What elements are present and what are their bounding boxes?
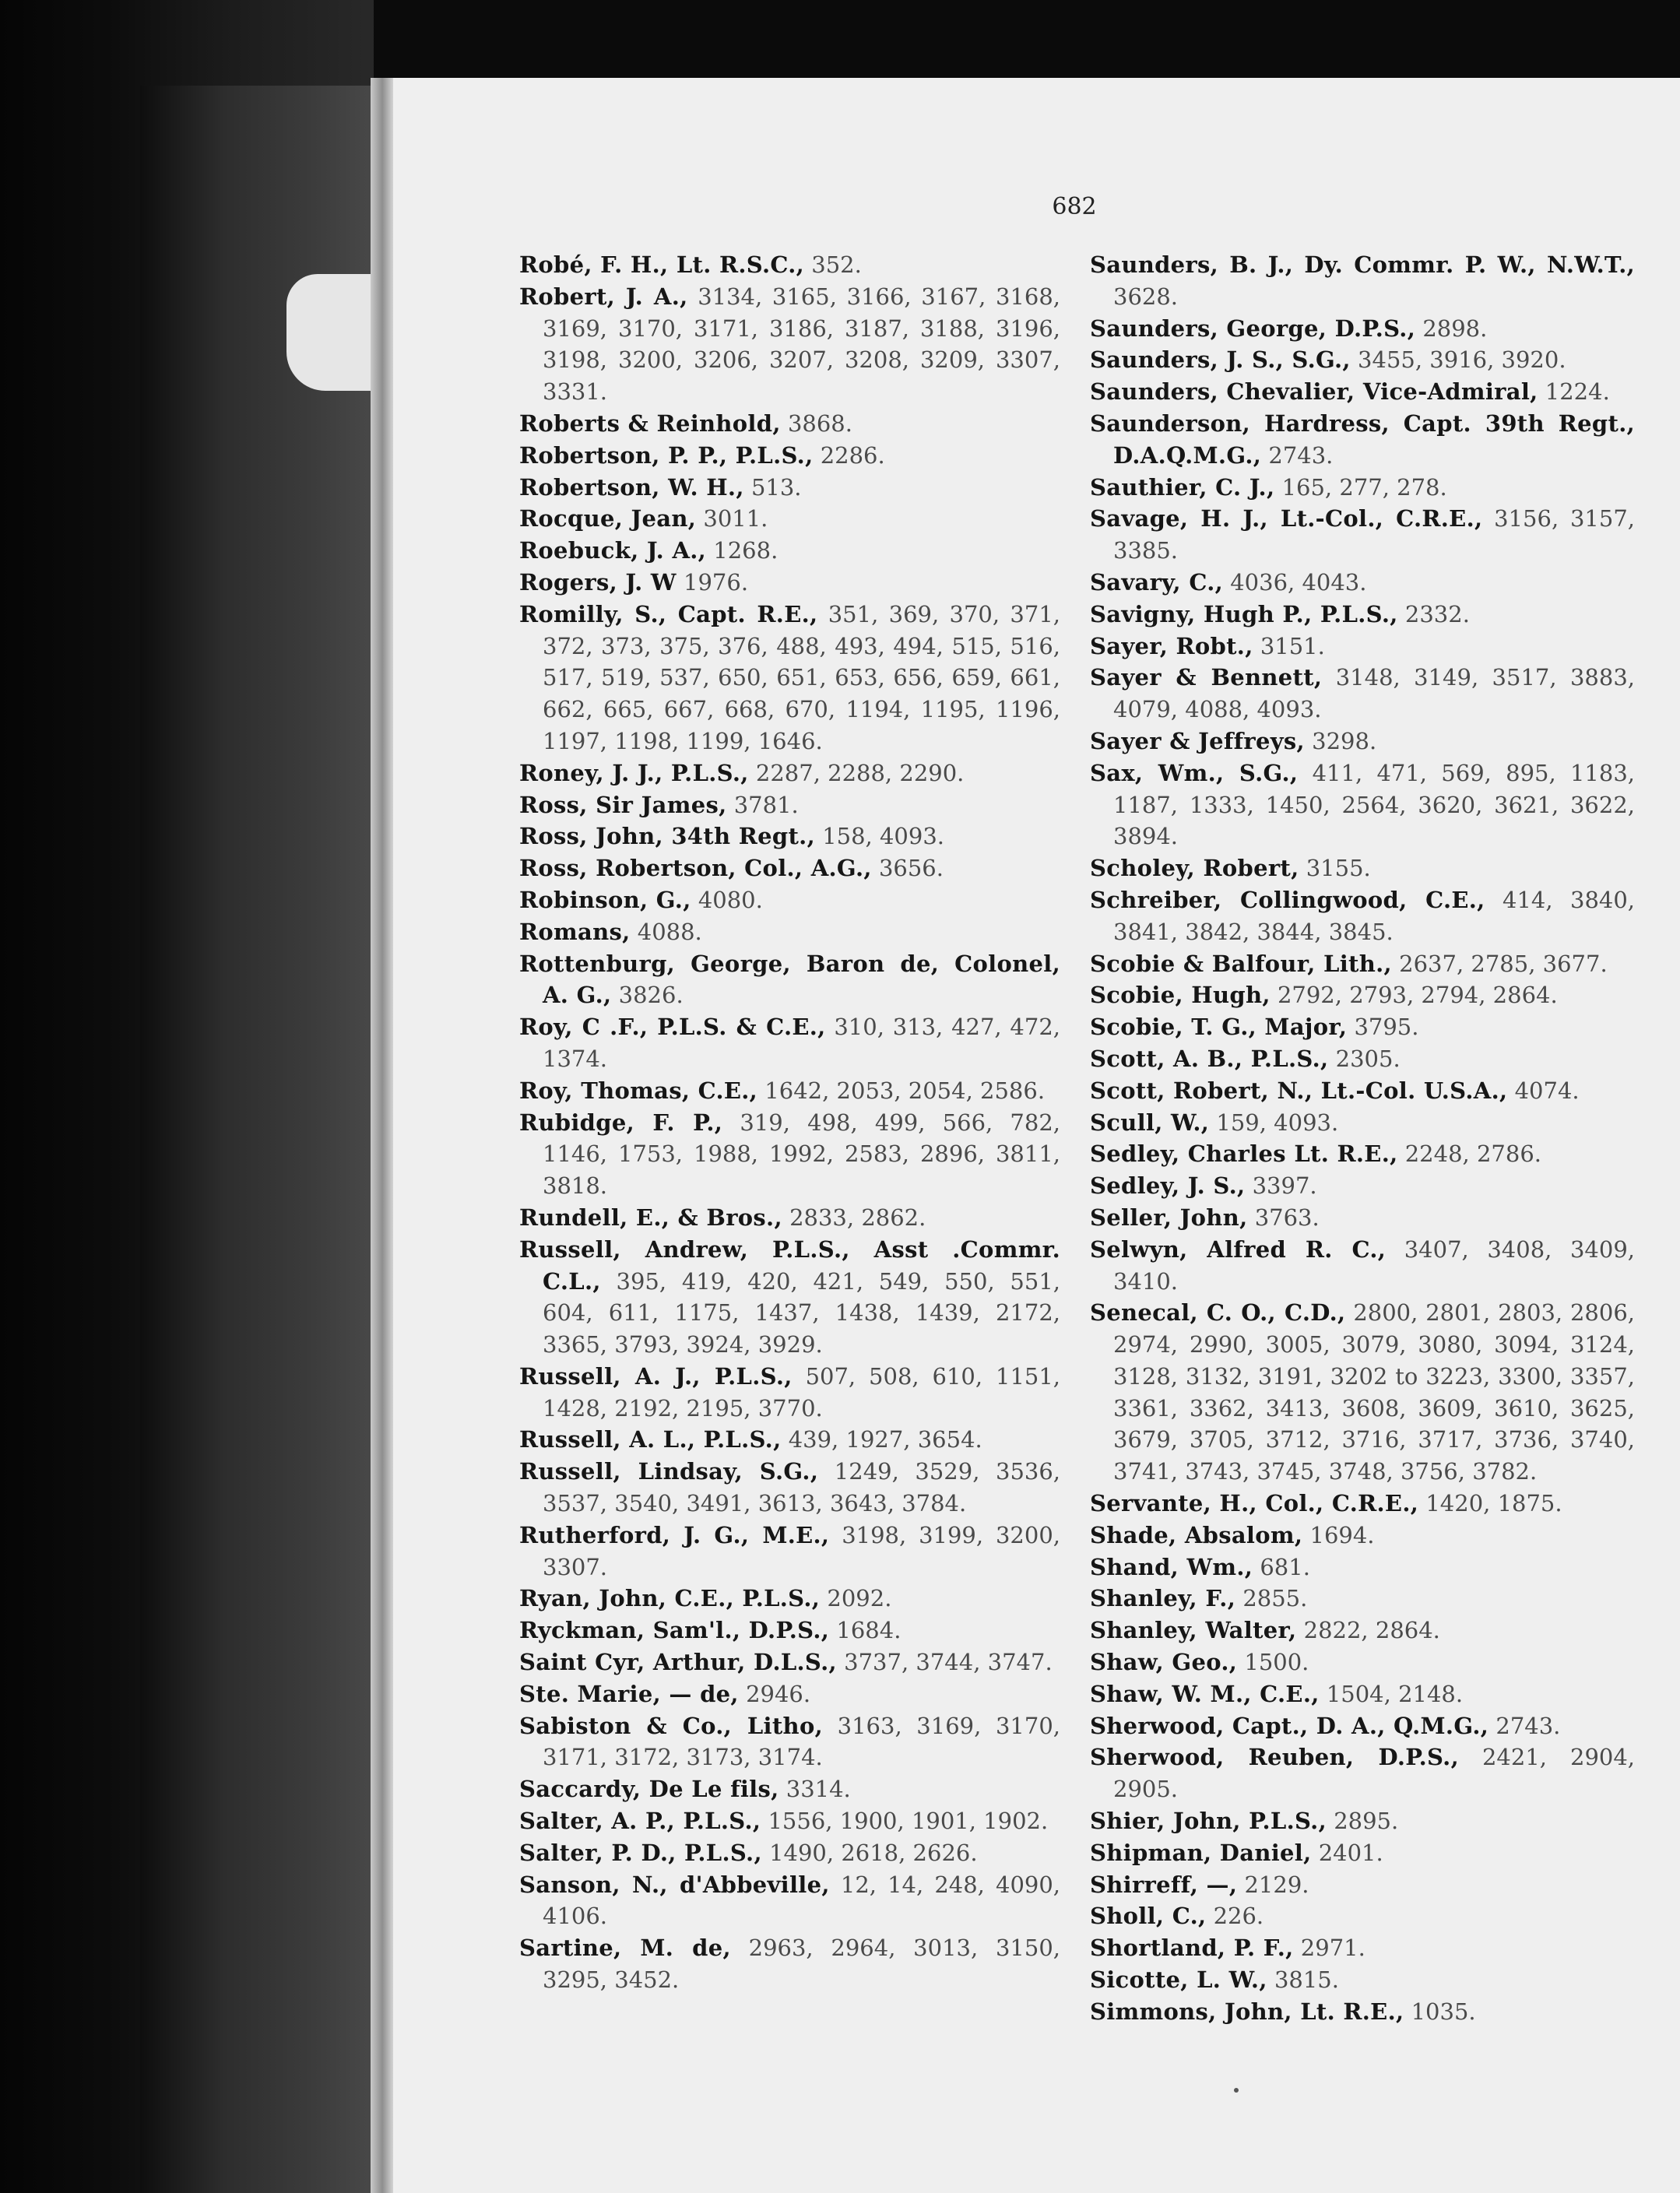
entry-name: Savigny, Hugh P., P.L.S., <box>1090 600 1398 627</box>
entry-name: Sayer & Jeffreys, <box>1090 727 1305 754</box>
entry-name: Roy, C .F., P.L.S. & C.E., <box>519 1014 826 1041</box>
index-entry <box>1090 376 1635 408</box>
index-entry <box>519 1424 1060 1456</box>
entry-references: 310, 313, 427, 472, 1374. <box>543 1014 1060 1072</box>
entry-name: Roy, Thomas, C.E., <box>519 1077 758 1104</box>
entry-name: Salter, P. D., P.L.S., <box>519 1839 762 1866</box>
entry-references: 507, 508, 610, 1151, 1428, 2192, 2195, 3770. <box>543 1362 1061 1422</box>
entry-name: Schreiber, Collingwood, C.E., <box>1090 886 1485 913</box>
entry-name: Scott, A. B., P.L.S., <box>1090 1045 1329 1072</box>
entry-name: Saunders, B. J., Dy. Commr. P. W., N.W.T., <box>1090 251 1635 278</box>
entry-references: 3156, 3157, 3385. <box>1113 505 1635 564</box>
entry-name: Robé, F. H., Lt. R.S.C., <box>519 251 805 278</box>
index-entry <box>1090 1138 1635 1170</box>
index-entry <box>519 599 1060 757</box>
entry-references: 3868. <box>787 409 852 437</box>
entry-references: 3763. <box>1254 1204 1320 1231</box>
index-entry <box>519 1520 1060 1583</box>
entry-name: Romans, <box>519 918 631 945</box>
index-entry <box>519 821 1060 852</box>
entry-references: 3155. <box>1306 855 1371 882</box>
index-entry <box>1090 472 1635 504</box>
entry-name: Ryckman, Sam'l., D.P.S., <box>519 1617 830 1644</box>
entry-name: Sedley, Charles Lt. R.E., <box>1090 1140 1398 1168</box>
entry-name: Shand, Wm., <box>1090 1553 1253 1580</box>
index-column-left <box>519 249 1060 1996</box>
index-entry <box>519 1615 1060 1647</box>
entry-references: 2971. <box>1300 1935 1365 1962</box>
entry-name: Roberts & Reinhold, <box>519 409 781 437</box>
index-entry <box>519 1234 1060 1361</box>
entry-references: 4080. <box>698 886 763 913</box>
entry-references: 1420, 1875. <box>1425 1490 1562 1517</box>
entry-name: Servante, H., Col., C.R.E., <box>1090 1490 1419 1517</box>
entry-references: 2898. <box>1422 315 1488 342</box>
entry-references: 3407, 3408, 3409, 3410. <box>1113 1235 1636 1295</box>
entry-name: Shirreff, —, <box>1090 1871 1238 1898</box>
entry-references: 165, 277, 278. <box>1281 473 1447 501</box>
entry-name: Sholl, C., <box>1090 1903 1207 1930</box>
entry-references: 2332. <box>1404 600 1470 627</box>
index-entry <box>1090 1202 1635 1234</box>
entry-references: 1684. <box>836 1617 902 1644</box>
entry-references: 414, 3840, 3841, 3842, 3844, 3845. <box>1113 886 1636 945</box>
entry-references: 2895. <box>1334 1808 1399 1835</box>
entry-references: 4074. <box>1514 1077 1580 1104</box>
entry-name: Sherwood, Capt., D. A., Q.M.G., <box>1090 1712 1489 1739</box>
entry-name: Roney, J. J., P.L.S., <box>519 759 749 786</box>
binding-tab <box>286 274 380 391</box>
entry-references: 158, 4093. <box>822 823 944 850</box>
index-entry <box>1090 313 1635 345</box>
entry-name: Saunders, J. S., S.G., <box>1090 346 1351 374</box>
index-entry <box>519 1456 1060 1520</box>
index-entry <box>519 1678 1060 1710</box>
index-entry <box>1090 1678 1635 1710</box>
entry-references: 1490, 2618, 2626. <box>769 1839 978 1866</box>
entry-references: 2800, 2801, 2803, 2806, 2974, 2990, 3005, 3079, 3080, 3094, 3124, 3128, 3132, 3191, 3202 to 3223, 3300, 3357, 3361, 3362, 3413, 3608, 3609, 3610, 3625, 3679, 3705, 3712, 3716, 3717, 3736, 3740, 3741, 3743, 3745, 3748, 3756, 3782. <box>1113 1299 1635 1485</box>
index-entry <box>1090 757 1635 852</box>
index-entry <box>1090 1170 1635 1202</box>
index-entry <box>1090 1520 1635 1552</box>
entry-references: 2287, 2288, 2290. <box>755 759 965 786</box>
index-entry <box>1090 631 1635 662</box>
entry-references: 2286. <box>820 441 885 469</box>
entry-references: 411, 471, 569, 895, 1183, 1187, 1333, 1450, 2564, 3620, 3621, 3622, 3894. <box>1113 759 1636 850</box>
entry-name: Saunders, George, D.P.S., <box>1090 315 1416 342</box>
entry-references: 1500. <box>1244 1649 1309 1676</box>
entry-name: Sanson, N., d'Abbeville, <box>519 1871 830 1898</box>
entry-references: 3781. <box>733 791 799 818</box>
entry-references: 2743. <box>1268 441 1334 469</box>
index-entry <box>1090 1805 1635 1837</box>
entry-references: 2401. <box>1318 1839 1383 1866</box>
index-entry <box>519 789 1060 821</box>
entry-references: 3455, 3916, 3920. <box>1358 346 1566 374</box>
entry-references: 351, 369, 370, 371, 372, 373, 375, 376, 488, 493, 494, 515, 516, 517, 519, 537, 650, 651, 653, 656, 659, 661, 662, 665, 667, 668, 670, 1194, 1195, 1196, 1197, 1198, 1199, 1646. <box>543 600 1060 754</box>
entry-references: 2092. <box>827 1585 892 1612</box>
entry-name: Scull, W., <box>1090 1109 1210 1136</box>
entry-name: Scott, Robert, N., Lt.-Col. U.S.A., <box>1090 1077 1508 1104</box>
entry-name: Sax, Wm., S.G., <box>1090 759 1299 786</box>
index-entry <box>1090 662 1635 726</box>
entry-name: Shier, John, P.L.S., <box>1090 1808 1327 1835</box>
index-entry <box>519 567 1060 599</box>
index-entry <box>519 852 1060 884</box>
index-entry <box>1090 1552 1635 1583</box>
entry-name: Russell, Lindsay, S.G., <box>519 1458 819 1485</box>
entry-references: 1249, 3529, 3536, 3537, 3540, 3491, 3613, 3643, 3784. <box>543 1458 1061 1517</box>
entry-references: 2833, 2862. <box>789 1204 926 1231</box>
index-entry <box>519 1932 1060 1996</box>
index-entry <box>519 1583 1060 1615</box>
entry-name: Seller, John, <box>1090 1204 1248 1231</box>
entry-name: Shaw, W. M., C.E., <box>1090 1680 1320 1707</box>
entry-references: 3795. <box>1354 1014 1419 1041</box>
index-entry <box>1090 1932 1635 1964</box>
entry-references: 1694. <box>1309 1521 1375 1548</box>
entry-name: Shanley, F., <box>1090 1585 1236 1612</box>
entry-references: 3815. <box>1274 1966 1339 1994</box>
entry-references: 2822, 2864. <box>1303 1617 1440 1644</box>
entry-name: Savage, H. J., Lt.-Col., C.R.E., <box>1090 505 1483 532</box>
index-entry <box>1090 1234 1635 1298</box>
entry-name: Ross, Robertson, Col., A.G., <box>519 855 872 882</box>
book-binding <box>140 86 381 2193</box>
index-entry <box>1090 1107 1635 1139</box>
index-entry <box>519 1107 1060 1202</box>
entry-name: Romilly, S., Capt. R.E., <box>519 600 818 627</box>
entry-name: Saunderson, Hardress, Capt. 39th Regt., D.A.Q.M.G., <box>1090 409 1635 469</box>
entry-name: Shortland, P. F., <box>1090 1935 1294 1962</box>
index-entry <box>1090 1837 1635 1869</box>
entry-references: 3163, 3169, 3170, 3171, 3172, 3173, 3174. <box>543 1712 1061 1771</box>
entry-references: 159, 4093. <box>1216 1109 1339 1136</box>
index-entry <box>519 1710 1060 1774</box>
index-entry <box>1090 1647 1635 1678</box>
entry-references: 3148, 3149, 3517, 3883, 4079, 4088, 4093. <box>1113 664 1635 723</box>
page-number: 682 <box>1052 193 1097 220</box>
index-entry <box>519 1011 1060 1075</box>
entry-references: 3397. <box>1252 1172 1317 1200</box>
entry-references: 2855. <box>1242 1585 1308 1612</box>
entry-references: 2248, 2786. <box>1404 1140 1541 1168</box>
index-entry <box>519 1075 1060 1107</box>
scan-top-margin <box>374 0 1680 86</box>
entry-references: 513. <box>750 473 802 501</box>
index-entry <box>1090 852 1635 884</box>
entry-name: Saint Cyr, Arthur, D.L.S., <box>519 1649 837 1676</box>
entry-references: 3656. <box>878 855 944 882</box>
entry-references: 3151. <box>1260 632 1325 659</box>
entry-references: 1976. <box>684 568 749 596</box>
entry-references: 352. <box>811 251 862 278</box>
entry-references: 2305. <box>1335 1045 1401 1072</box>
entry-name: Scobie, Hugh, <box>1090 982 1271 1009</box>
index-entry <box>1090 1043 1635 1075</box>
entry-name: Sabiston & Co., Litho, <box>519 1712 823 1739</box>
index-entry <box>519 884 1060 916</box>
entry-references: 395, 419, 420, 421, 549, 550, 551, 604, 611, 1175, 1437, 1438, 1439, 2172, 3365, 3793, 3924, 3929. <box>543 1267 1060 1358</box>
entry-references: 226. <box>1213 1903 1264 1930</box>
entry-name: Selwyn, Alfred R. C., <box>1090 1235 1387 1263</box>
entry-references: 3011. <box>703 505 768 532</box>
index-entry <box>519 1773 1060 1805</box>
entry-references: 3298. <box>1312 727 1377 754</box>
index-entry <box>1090 1583 1635 1615</box>
entry-name: Saunders, Chevalier, Vice-Admiral, <box>1090 378 1538 406</box>
entry-references: 439, 1927, 3654. <box>788 1426 982 1453</box>
index-entry <box>1090 948 1635 980</box>
entry-references: 4036, 4043. <box>1230 568 1367 596</box>
index-entry <box>1090 503 1635 567</box>
index-entry <box>519 408 1060 440</box>
entry-name: Sicotte, L. W., <box>1090 1966 1267 1994</box>
entry-name: Rundell, E., & Bros., <box>519 1204 782 1231</box>
entry-name: Senecal, C. O., C.D., <box>1090 1299 1346 1327</box>
entry-references: 4088. <box>637 918 702 945</box>
entry-references: 2963, 2964, 3013, 3150, 3295, 3452. <box>543 1935 1060 1994</box>
index-entry <box>519 440 1060 472</box>
entry-name: Robinson, G., <box>519 886 691 913</box>
entry-name: Sartine, M. de, <box>519 1935 731 1962</box>
entry-name: Sherwood, Reuben, D.P.S., <box>1090 1744 1459 1771</box>
ink-speck <box>1234 2088 1239 2093</box>
index-entry <box>1090 567 1635 599</box>
index-entry <box>1090 1710 1635 1742</box>
index-entry <box>519 249 1060 281</box>
entry-references: 1642, 2053, 2054, 2586. <box>764 1077 1046 1104</box>
index-entry <box>1090 1615 1635 1647</box>
index-entry <box>1090 344 1635 376</box>
entry-name: Sedley, J. S., <box>1090 1172 1246 1200</box>
index-entry <box>1090 884 1635 948</box>
entry-name: Ste. Marie, — de, <box>519 1680 739 1707</box>
entry-name: Ross, Sir James, <box>519 791 727 818</box>
index-entry <box>519 1869 1060 1933</box>
entry-references: 3134, 3165, 3166, 3167, 3168, 3169, 3170, 3171, 3186, 3187, 3188, 3196, 3198, 3200, 3206, 3207, 3208, 3209, 3307, 3331. <box>543 283 1061 406</box>
entry-name: Rubidge, F. P., <box>519 1109 723 1136</box>
entry-references: 1556, 1900, 1901, 1902. <box>768 1808 1049 1835</box>
entry-references: 3198, 3199, 3200, 3307. <box>543 1521 1060 1580</box>
entry-name: Rottenburg, George, Baron de, Colonel, A. G., <box>519 950 1060 1009</box>
entry-name: Scobie & Balfour, Lith., <box>1090 950 1392 977</box>
entry-name: Rocque, Jean, <box>519 505 697 532</box>
entry-name: Scobie, T. G., Major, <box>1090 1014 1348 1041</box>
entry-name: Sayer, Robt., <box>1090 632 1253 659</box>
index-entry <box>1090 1488 1635 1520</box>
index-entry <box>1090 1964 1635 1996</box>
entry-name: Russell, A. J., P.L.S., <box>519 1362 793 1390</box>
entry-name: Robertson, W. H., <box>519 473 744 501</box>
entry-name: Russell, A. L., P.L.S., <box>519 1426 782 1453</box>
page-edge <box>371 78 394 2193</box>
entry-references: 3314. <box>786 1776 851 1803</box>
entry-name: Shaw, Geo., <box>1090 1649 1238 1676</box>
index-entry <box>1090 1011 1635 1043</box>
index-entry <box>1090 1741 1635 1805</box>
entry-name: Shade, Absalom, <box>1090 1521 1303 1548</box>
entry-references: 1035. <box>1411 1998 1476 2025</box>
entry-name: Ross, John, 34th Regt., <box>519 823 815 850</box>
entry-name: Simmons, John, Lt. R.E., <box>1090 1998 1404 2025</box>
entry-name: Robert, J. A., <box>519 283 688 310</box>
entry-references: 2129. <box>1244 1871 1309 1898</box>
entry-name: Salter, A. P., P.L.S., <box>519 1808 761 1835</box>
entry-name: Saccardy, De Le fils, <box>519 1776 779 1803</box>
index-entry <box>1090 599 1635 631</box>
index-column-right <box>1090 249 1635 2028</box>
entry-name: Sayer & Bennett, <box>1090 664 1323 691</box>
entry-name: Roebuck, J. A., <box>519 537 707 564</box>
entry-name: Shipman, Daniel, <box>1090 1839 1312 1866</box>
entry-name: Scholey, Robert, <box>1090 855 1299 882</box>
entry-references: 1504, 2148. <box>1326 1680 1464 1707</box>
index-entry <box>1090 726 1635 757</box>
entry-name: Robertson, P. P., P.L.S., <box>519 441 814 469</box>
index-entry <box>1090 408 1635 472</box>
entry-references: 3628. <box>1113 283 1179 310</box>
entry-references: 3737, 3744, 3747. <box>844 1649 1053 1676</box>
entry-references: 1268. <box>713 537 778 564</box>
index-entry <box>1090 1297 1635 1488</box>
entry-name: Sauthier, C. J., <box>1090 473 1275 501</box>
index-entry <box>1090 979 1635 1011</box>
entry-references: 2792, 2793, 2794, 2864. <box>1277 982 1558 1009</box>
entry-name: Rutherford, J. G., M.E., <box>519 1521 830 1548</box>
entry-name: Shanley, Walter, <box>1090 1617 1297 1644</box>
entry-references: 12, 14, 248, 4090, 4106. <box>543 1871 1061 1930</box>
index-entry <box>519 1202 1060 1234</box>
entry-references: 2421, 2904, 2905. <box>1113 1744 1636 1803</box>
entry-name: Savary, C., <box>1090 568 1223 596</box>
index-entry <box>519 757 1060 789</box>
entry-references: 681. <box>1260 1553 1310 1580</box>
index-entry <box>519 472 1060 504</box>
index-entry <box>519 916 1060 948</box>
index-entry <box>519 1361 1060 1425</box>
entry-name: Russell, Andrew, P.L.S., Asst .Commr. C.L., <box>519 1235 1060 1295</box>
entry-name: Rogers, J. W <box>519 568 677 596</box>
index-entry <box>1090 1900 1635 1932</box>
entry-references: 2946. <box>746 1680 811 1707</box>
index-entry <box>1090 1996 1635 2028</box>
index-entry <box>519 1805 1060 1837</box>
entry-references: 2743. <box>1495 1712 1561 1739</box>
entry-references: 3826. <box>618 982 684 1009</box>
entry-name: Ryan, John, C.E., P.L.S., <box>519 1585 821 1612</box>
index-entry <box>1090 249 1635 313</box>
index-entry <box>519 503 1060 535</box>
index-entry <box>519 535 1060 567</box>
index-entry <box>519 1647 1060 1678</box>
index-entry <box>519 1837 1060 1869</box>
index-entry <box>1090 1075 1635 1107</box>
index-entry <box>519 948 1060 1012</box>
entry-references: 319, 498, 499, 566, 782, 1146, 1753, 1988, 1992, 2583, 2896, 3811, 3818. <box>543 1109 1060 1200</box>
index-entry <box>1090 1869 1635 1901</box>
index-entry <box>519 281 1060 408</box>
entry-references: 1224. <box>1545 378 1610 406</box>
entry-references: 2637, 2785, 3677. <box>1399 950 1608 977</box>
